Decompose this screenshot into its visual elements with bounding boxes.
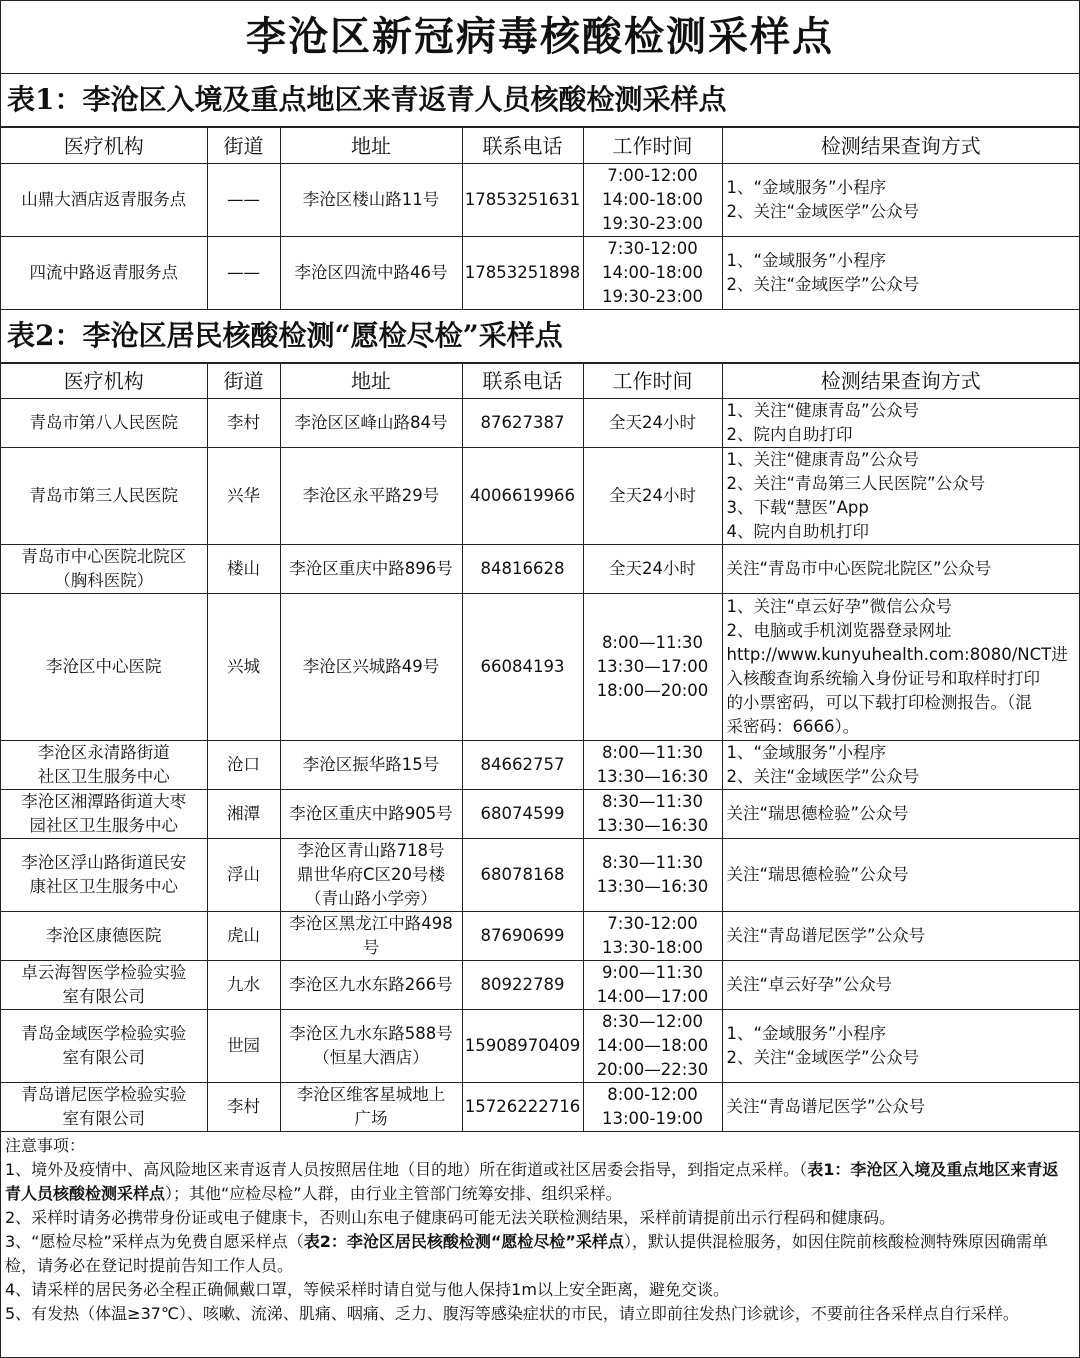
street-name: 湘潭: [207, 790, 280, 839]
table1-header-row: [1, 128, 1079, 164]
work-hours: [583, 912, 722, 961]
note-3-text: 3、“愿检尽检”采样点为免费自愿采样点（: [5, 1232, 304, 1251]
org-name: [1, 399, 207, 448]
header-phone: 联系电话: [462, 128, 583, 164]
address-line: 李沧区青山路718号: [297, 841, 445, 860]
query-method-line: 2、关注“金域医学”公众号: [726, 1048, 920, 1067]
org-name: 四流中路返青服务点: [1, 237, 207, 310]
header-address: 地址: [280, 364, 462, 399]
address: [280, 545, 462, 594]
org-name-line: 卓云海智医学检验实验: [21, 963, 187, 982]
hours-line: 14:00-18:00: [601, 263, 704, 282]
note-1-tail: ）；其他“应检尽检”人群，由行业主管部门统筹安排、组织采样。: [165, 1184, 622, 1203]
org-name: [1, 741, 207, 790]
address-line: 李沧区九水东路266号: [289, 975, 453, 994]
query-method-line: 关注“青岛谱尼医学”公众号: [726, 1097, 926, 1116]
table-row: [1, 237, 1079, 310]
work-hours: [583, 790, 722, 839]
street-name: 浮山: [207, 839, 280, 912]
work-hours: [583, 1010, 722, 1083]
header-hours: 工作时间: [583, 128, 722, 164]
query-method-line: 关注“瑞思德检验”公众号: [726, 865, 909, 884]
street-name: 楼山: [207, 545, 280, 594]
work-hours-line: 18:00—20:00: [596, 681, 709, 700]
query-method-line: 4、院内自助机打印: [726, 522, 869, 541]
address: [280, 741, 462, 790]
query-line: 2、关注“金域医学”公众号: [726, 275, 920, 294]
table-row: [1, 448, 1079, 545]
notes-section: [1, 1132, 1079, 1326]
address-line: 李沧区重庆中路905号: [289, 804, 453, 823]
table-row: [1, 790, 1079, 839]
address: [280, 594, 462, 741]
address-line: 李沧区永平路29号: [302, 486, 440, 505]
phone-number: 15726222716: [462, 1083, 583, 1132]
address-line: 李沧区九水东路588号: [289, 1024, 453, 1043]
query-method-line: http://www.kunyuhealth.com:8080/NCT进: [726, 645, 1068, 664]
note-3-tail: ），默认提供混检服务，如因住院前核酸检测特殊原因确需单检，请务必在登记时提前告知工作人员。: [5, 1232, 1048, 1275]
street-name: 沧口: [207, 741, 280, 790]
org-name-line: 室有限公司: [62, 1048, 145, 1067]
work-hours: [583, 741, 722, 790]
query-method: [722, 741, 1079, 790]
org-name: [1, 545, 207, 594]
work-hours-line: 8:30—11:30: [601, 853, 704, 872]
address-line: 李沧区维客星城地上: [296, 1085, 446, 1104]
work-hours-line: 13:00-19:00: [601, 1109, 704, 1128]
query-method: [722, 399, 1079, 448]
work-hours: [583, 448, 722, 545]
query-method: [722, 164, 1079, 237]
work-hours: [583, 545, 722, 594]
hours-line: 19:30-23:00: [601, 214, 704, 233]
org-name-line: 李沧区浮山路街道民安: [21, 853, 187, 872]
address: [280, 912, 462, 961]
query-method-line: 2、关注“金域医学”公众号: [726, 767, 920, 786]
table-row: [1, 399, 1079, 448]
address-line: 李沧区区峰山路84号: [294, 413, 448, 432]
phone-number: 68074599: [462, 790, 583, 839]
work-hours-line: 13:30—16:30: [596, 816, 709, 835]
org-name-line: 青岛市中心医院北院区: [21, 547, 187, 566]
work-hours: [583, 594, 722, 741]
query-line: 1、“金域服务”小程序: [726, 251, 887, 270]
header-address: 地址: [280, 128, 462, 164]
header-street: 街道: [207, 364, 280, 399]
address: [280, 790, 462, 839]
address: 李沧区楼山路11号: [280, 164, 462, 237]
query-line: 2、关注“金域医学”公众号: [726, 202, 920, 221]
query-method-line: 1、“金域服务”小程序: [726, 743, 887, 762]
phone-number: 87690699: [462, 912, 583, 961]
phone-number: 68078168: [462, 839, 583, 912]
note-1-text: 1、境外及疫情中、高风险地区来青返青人员按照居住地（目的地）所在街道或社区居委会指导，到指定点采样。（: [5, 1160, 808, 1179]
phone-number: 15908970409: [462, 1010, 583, 1083]
query-method-line: 关注“瑞思德检验”公众号: [726, 804, 909, 823]
query-method-line: 的小票密码，可以下载打印检测报告。（混: [726, 693, 1032, 712]
phone-number: 4006619966: [462, 448, 583, 545]
org-name: [1, 961, 207, 1010]
table-row: [1, 839, 1079, 912]
query-method-line: 1、关注“卓云好孕”微信公众号: [726, 597, 953, 616]
query-method: [722, 961, 1079, 1010]
address-line: 李沧区黑龙江中路498: [289, 914, 453, 933]
work-hours-line: 9:00—11:30: [601, 963, 704, 982]
header-phone: 联系电话: [462, 364, 583, 399]
query-line: 1、“金域服务”小程序: [726, 178, 887, 197]
note-5: 5、有发热（体温≥37℃）、咳嗽、流涕、肌痛、咽痛、乏力、腹泻等感染症状的市民，请立即前往发热门诊就诊，不要前往各采样点自行采样。: [5, 1304, 1019, 1323]
org-name-line: 社区卫生服务中心: [37, 767, 170, 786]
query-method-line: 1、“金域服务”小程序: [726, 1024, 887, 1043]
header-org: 医疗机构: [1, 128, 207, 164]
query-method-line: 2、院内自助打印: [726, 425, 853, 444]
org-name-line: 李沧区湘潭路街道大枣: [21, 792, 187, 811]
address: [280, 399, 462, 448]
work-hours-line: 8:30—12:00: [601, 1012, 704, 1031]
query-method: [722, 1083, 1079, 1132]
work-hours: [583, 1083, 722, 1132]
notes-heading: 注意事项：: [5, 1136, 86, 1155]
work-hours-line: 全天24小时: [609, 486, 696, 505]
table1-heading: 表1：李沧区入境及重点地区来青返青人员核酸检测采样点: [1, 74, 1079, 127]
org-name-line: 青岛市第八人民医院: [29, 413, 178, 432]
work-hours: [583, 839, 722, 912]
query-method-line: 1、关注“健康青岛”公众号: [726, 401, 920, 420]
street-name: 李村: [207, 1083, 280, 1132]
phone-number: 66084193: [462, 594, 583, 741]
table1: [1, 127, 1079, 310]
work-hours-line: 8:00—11:30: [601, 633, 704, 652]
table2-body: [1, 399, 1079, 1132]
hours-line: 14:00-18:00: [601, 190, 704, 209]
work-hours-line: 7:30-12:00: [607, 914, 698, 933]
header-street: 街道: [207, 128, 280, 164]
note-1-emphasis: 表1：李沧区入境及重点地区来青返青人员核酸检测采样点: [5, 1160, 1059, 1203]
address-line: 李沧区振华路15号: [302, 755, 440, 774]
query-method: [722, 545, 1079, 594]
query-method-line: 入核酸查询系统输入身份证号和取样时打印: [726, 669, 1040, 688]
table-row: [1, 545, 1079, 594]
org-name: [1, 839, 207, 912]
header-query: 检测结果查询方式: [722, 128, 1079, 164]
table-row: [1, 1010, 1079, 1083]
table-row: [1, 594, 1079, 741]
table2-heading: 表2：李沧区居民核酸检测“愿检尽检”采样点: [1, 310, 1079, 363]
org-name-line: 康社区卫生服务中心: [29, 877, 178, 896]
work-hours: [583, 399, 722, 448]
header-hours: 工作时间: [583, 364, 722, 399]
query-method: [722, 790, 1079, 839]
work-hours-line: 13:30-18:00: [601, 938, 704, 957]
table-row: [1, 912, 1079, 961]
work-hours-line: 13:30—16:30: [596, 877, 709, 896]
work-hours: [583, 237, 722, 310]
street-name: 兴华: [207, 448, 280, 545]
table-row: [1, 164, 1079, 237]
org-name: 山鼎大酒店返青服务点: [1, 164, 207, 237]
org-name-line: 李沧区永清路街道: [37, 743, 170, 762]
org-name-line: 园社区卫生服务中心: [29, 816, 178, 835]
query-method-line: 1、关注“健康青岛”公众号: [726, 450, 920, 469]
query-method-line: 关注“卓云好孕”公众号: [726, 975, 893, 994]
table2: [1, 363, 1079, 1132]
org-name: [1, 912, 207, 961]
work-hours-line: 20:00—22:30: [596, 1060, 709, 1079]
note-3: [5, 1230, 1073, 1278]
address: [280, 961, 462, 1010]
note-4: 4、请采样的居民务必全程正确佩戴口罩，等候采样时请自觉与他人保持1m以上安全距离，避免交谈。: [5, 1280, 729, 1299]
phone-number: 87627387: [462, 399, 583, 448]
org-name-line: 青岛市第三人民医院: [29, 486, 178, 505]
phone-number: 84662757: [462, 741, 583, 790]
phone-number: 80922789: [462, 961, 583, 1010]
query-method-line: 2、电脑或手机浏览器登录网址: [726, 621, 952, 640]
work-hours-line: 13:30—17:00: [596, 657, 709, 676]
address-line: 鼎世华府C区20号楼: [296, 865, 446, 884]
query-method: [722, 1010, 1079, 1083]
org-name-line: 李沧区康德医院: [46, 926, 162, 945]
address-line: （恒星大酒店）: [313, 1048, 429, 1067]
phone-number: 84816628: [462, 545, 583, 594]
phone-number: 17853251898: [462, 237, 583, 310]
street-name: 李村: [207, 399, 280, 448]
street-name: ——: [207, 164, 280, 237]
org-name: [1, 1083, 207, 1132]
query-method-line: 采密码：6666）。: [726, 717, 860, 736]
org-name: [1, 594, 207, 741]
hours-line: 19:30-23:00: [601, 287, 704, 306]
address: [280, 1083, 462, 1132]
work-hours: [583, 961, 722, 1010]
table-row: [1, 961, 1079, 1010]
header-org: 医疗机构: [1, 364, 207, 399]
address: [280, 839, 462, 912]
header-query: 检测结果查询方式: [722, 364, 1079, 399]
query-method: [722, 448, 1079, 545]
query-method-line: 3、下载“慧医”App: [726, 498, 869, 517]
note-3-emphasis: 表2：李沧区居民核酸检测“愿检尽检”采样点: [303, 1232, 624, 1251]
address: [280, 448, 462, 545]
address-line: （青山路小学旁）: [305, 889, 437, 908]
work-hours: [583, 164, 722, 237]
org-name-line: 青岛金域医学检验实验: [21, 1024, 187, 1043]
page-title: 李沧区新冠病毒核酸检测采样点: [1, 1, 1079, 74]
street-name: ——: [207, 237, 280, 310]
query-method-line: 2、关注“青岛第三人民医院”公众号: [726, 474, 986, 493]
query-method: [722, 594, 1079, 741]
note-1: [5, 1158, 1073, 1206]
address-line: 号: [362, 938, 380, 957]
work-hours-line: 8:00—11:30: [601, 743, 704, 762]
query-method-line: 关注“青岛谱尼医学”公众号: [726, 926, 926, 945]
org-name-line: 室有限公司: [62, 987, 145, 1006]
hours-line: 7:30-12:00: [607, 239, 698, 258]
hours-line: 7:00-12:00: [607, 166, 698, 185]
phone-number: 17853251631: [462, 164, 583, 237]
org-name-line: 室有限公司: [62, 1109, 145, 1128]
street-name: 虎山: [207, 912, 280, 961]
table2-header-row: [1, 364, 1079, 399]
org-name: [1, 448, 207, 545]
street-name: 兴城: [207, 594, 280, 741]
table-row: [1, 1083, 1079, 1132]
work-hours-line: 全天24小时: [609, 559, 696, 578]
work-hours-line: 14:00—18:00: [596, 1036, 709, 1055]
org-name-line: 青岛谱尼医学检验实验: [21, 1085, 187, 1104]
org-name-line: （胸科医院）: [54, 571, 154, 590]
query-method: [722, 237, 1079, 310]
org-name: [1, 790, 207, 839]
table-row: [1, 741, 1079, 790]
work-hours-line: 8:30—11:30: [601, 792, 704, 811]
address-line: 李沧区重庆中路896号: [289, 559, 453, 578]
address-line: 李沧区兴城路49号: [302, 657, 440, 676]
street-name: 世园: [207, 1010, 280, 1083]
work-hours-line: 13:30—16:30: [596, 767, 709, 786]
address-line: 广场: [354, 1109, 388, 1128]
note-2: 2、采样时请务必携带身份证或电子健康卡，否则山东电子健康码可能无法关联检测结果，采样前请提前出示行程码和健康码。: [5, 1208, 896, 1227]
work-hours-line: 8:00-12:00: [607, 1085, 698, 1104]
query-method-line: 关注“青岛市中心医院北院区”公众号: [726, 559, 992, 578]
address: 李沧区四流中路46号: [280, 237, 462, 310]
query-method: [722, 912, 1079, 961]
work-hours-line: 全天24小时: [609, 413, 696, 432]
address: [280, 1010, 462, 1083]
work-hours-line: 14:00—17:00: [596, 987, 709, 1006]
org-name-line: 李沧区中心医院: [46, 657, 162, 676]
query-method: [722, 839, 1079, 912]
org-name: [1, 1010, 207, 1083]
street-name: 九水: [207, 961, 280, 1010]
